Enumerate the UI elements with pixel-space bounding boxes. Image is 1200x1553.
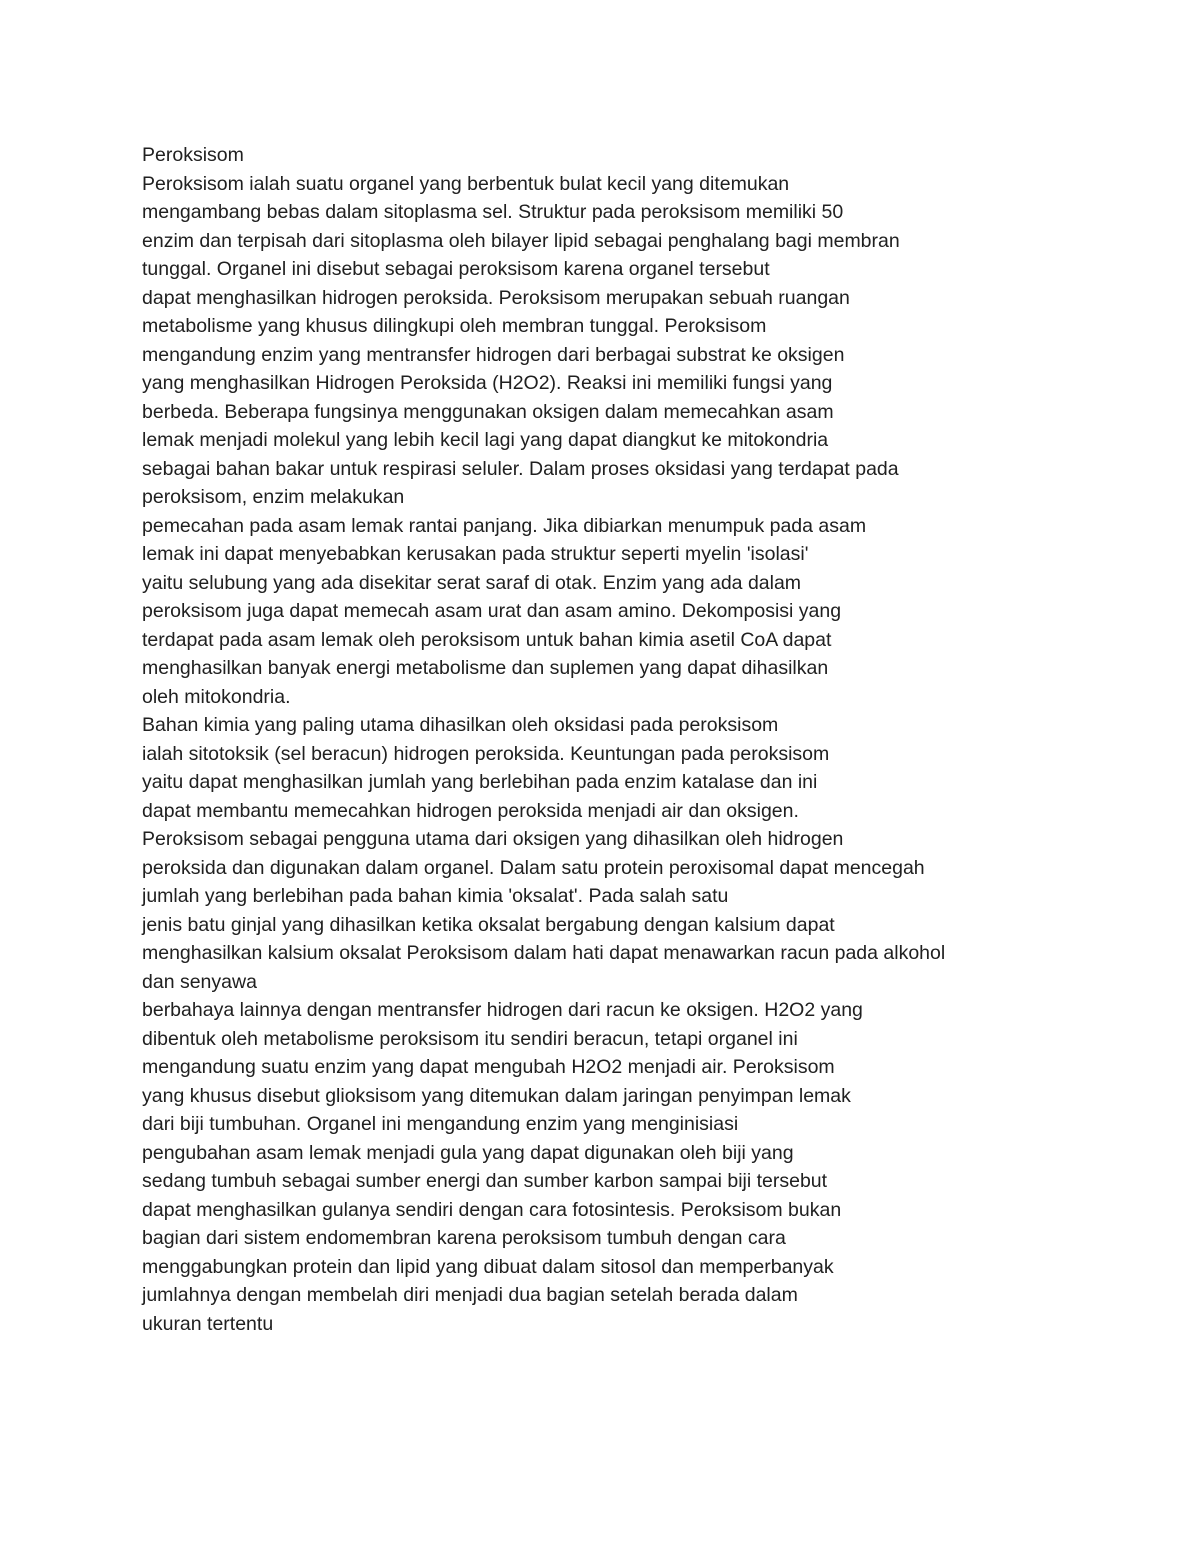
text-line: lemak menjadi molekul yang lebih kecil lagi yang dapat diangkut ke mitokondria	[142, 429, 829, 451]
text-line: bagian dari sistem endomembran karena peroksisom tumbuh dengan cara	[142, 1227, 786, 1249]
text-line: yaitu selubung yang ada disekitar serat saraf di otak. Enzim yang ada dalam	[142, 571, 802, 594]
text-line: ukuran tertentu	[142, 1312, 274, 1335]
text-line: menghasilkan banyak energi metabolisme dan suplemen yang dapat dihasilkan	[142, 657, 829, 679]
paragraph-text	[142, 170, 1142, 1339]
text-line: metabolisme yang khusus dilingkupi oleh membran tunggal. Peroksisom	[142, 315, 767, 337]
text-line: berbahaya lainnya dengan mentransfer hidrogen dari racun ke oksigen. H2O2 yang	[142, 999, 863, 1021]
text-line: peroksisom, enzim melakukan	[142, 486, 405, 508]
text-line: pemecahan pada asam lemak rantai panjang. Jika dibiarkan menumpuk pada asam	[142, 514, 867, 537]
text-line: jumlahnya dengan membelah diri menjadi dua bagian setelah berada dalam	[142, 1284, 798, 1306]
text-line: sebagai bahan bakar untuk respirasi seluler. Dalam proses oksidasi yang terdapat pada	[142, 457, 899, 480]
text-line: jumlah yang berlebihan pada bahan kimia 'oksalat'. Pada salah satu	[142, 885, 729, 907]
document-title: Peroksisom	[142, 144, 244, 166]
text-line: enzim dan terpisah dari sitoplasma oleh bilayer lipid sebagai penghalang bagi membran	[142, 229, 900, 252]
text-line: dapat menghasilkan hidrogen peroksida. Peroksisom merupakan sebuah ruangan	[142, 286, 850, 309]
text-line: sedang tumbuh sebagai sumber energi dan sumber karbon sampai biji tersebut	[142, 1170, 828, 1192]
text-line: dari biji tumbuhan. Organel ini mengandung enzim yang menginisiasi	[142, 1113, 739, 1135]
text-line: lemak ini dapat menyebabkan kerusakan pada struktur seperti myelin 'isolasi'	[142, 543, 809, 565]
text-line: Peroksisom ialah suatu organel yang berbentuk bulat kecil yang ditemukan	[142, 172, 790, 195]
text-line: Peroksisom sebagai pengguna utama dari oksigen yang dihasilkan oleh hidrogen	[142, 828, 844, 850]
text-line: terdapat pada asam lemak oleh peroksisom untuk bahan kimia asetil CoA dapat	[142, 628, 832, 651]
document-body	[142, 141, 1142, 1338]
text-line: dibentuk oleh metabolisme peroksisom itu sendiri beracun, tetapi organel ini	[142, 1027, 798, 1050]
text-line: yaitu dapat menghasilkan jumlah yang berlebihan pada enzim katalase dan ini	[142, 771, 818, 793]
text-line: tunggal. Organel ini disebut sebagai peroksisom karena organel tersebut	[142, 258, 770, 280]
text-line: peroksida dan digunakan dalam organel. Dalam satu protein peroxisomal dapat mencegah	[142, 856, 925, 879]
text-line: mengandung enzim yang mentransfer hidrogen dari berbagai substrat ke oksigen	[142, 343, 845, 366]
text-line: yang khusus disebut glioksisom yang ditemukan dalam jaringan penyimpan lemak	[142, 1084, 851, 1107]
text-line: ialah sitotoksik (sel beracun) hidrogen peroksida. Keuntungan pada peroksisom	[142, 742, 830, 765]
text-line: pengubahan asam lemak menjadi gula yang dapat digunakan oleh biji yang	[142, 1141, 794, 1164]
text-line: peroksisom juga dapat memecah asam urat dan asam amino. Dekomposisi yang	[142, 600, 842, 622]
text-line: berbeda. Beberapa fungsinya menggunakan oksigen dalam memecahkan asam	[142, 400, 834, 423]
text-line: oleh mitokondria.	[142, 685, 291, 708]
text-line: mengandung suatu enzim yang dapat mengubah H2O2 menjadi air. Peroksisom	[142, 1056, 835, 1078]
text-line: yang menghasilkan Hidrogen Peroksida (H2O2). Reaksi ini memiliki fungsi yang	[142, 372, 833, 394]
text-line: menghasilkan kalsium oksalat Peroksisom dalam hati dapat menawarkan racun pada alkohol	[142, 942, 946, 964]
text-line: dapat menghasilkan gulanya sendiri dengan cara fotosintesis. Peroksisom bukan	[142, 1198, 842, 1221]
text-line: jenis batu ginjal yang dihasilkan ketika oksalat bergabung dengan kalsium dapat	[142, 913, 835, 936]
text-line: menggabungkan protein dan lipid yang dibuat dalam sitosol dan memperbanyak	[142, 1255, 834, 1278]
text-line: dan senyawa	[142, 970, 257, 993]
text-line: dapat membantu memecahkan hidrogen peroksida menjadi air dan oksigen.	[142, 799, 799, 822]
text-line: mengambang bebas dalam sitoplasma sel. Struktur pada peroksisom memiliki 50	[142, 201, 844, 223]
text-line: Bahan kimia yang paling utama dihasilkan oleh oksidasi pada peroksisom	[142, 714, 779, 736]
